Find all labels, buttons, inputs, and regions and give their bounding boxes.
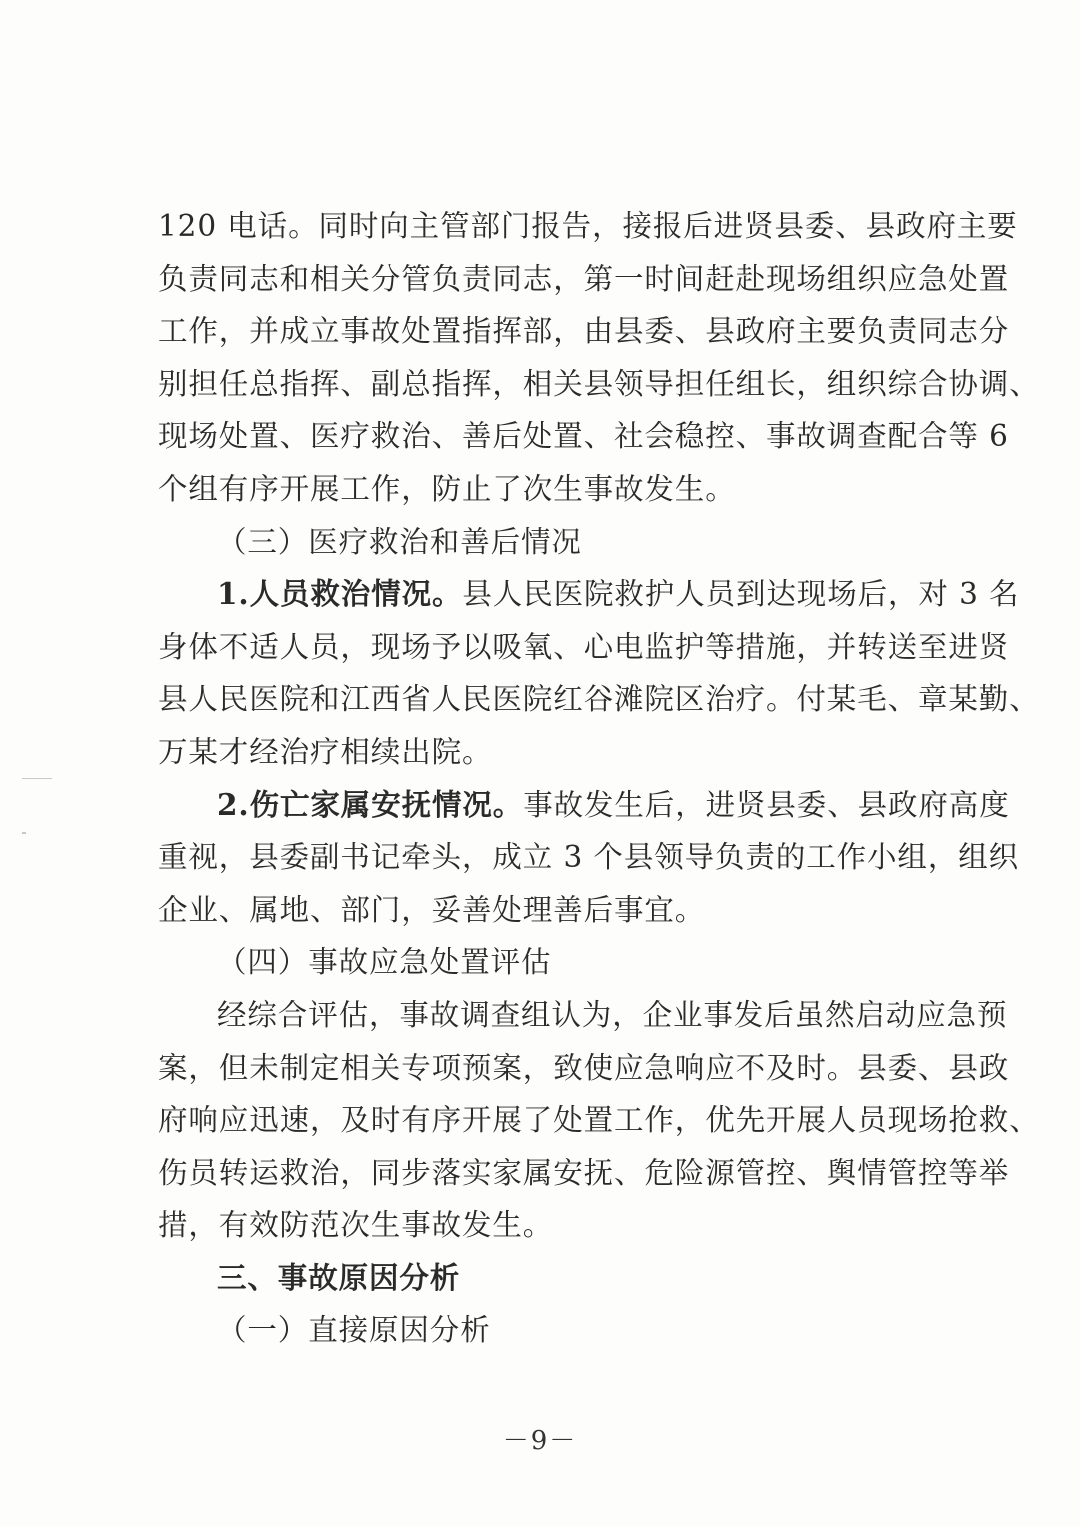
section-heading-emergency-evaluation: （四）事故应急处置评估 (217, 945, 552, 980)
text-line: 重视，县委副书记牵头，成立 3 个县领导负责的工作小组，组织 (158, 840, 1020, 875)
text-line (158, 568, 1020, 621)
scan-speck (22, 778, 52, 779)
paragraph-personnel-treatment (158, 568, 1040, 778)
text-line: 案，但未制定相关专项预案，致使应急响应不及时。县委、县政 (158, 1050, 1010, 1085)
paragraph-emergency-response (158, 200, 1040, 516)
text-line: 措，有效防范次生事故发生。 (158, 1208, 554, 1243)
text-line: 企业、属地、部门，妥善处理善后事宜。 (158, 892, 706, 927)
text-line: 经综合评估，事故调查组认为，企业事发后虽然启动应急预 (217, 997, 1008, 1032)
paragraph-lead: 2.伤亡家属安抚情况。 (217, 786, 524, 822)
text-line: 别担任总指挥、副总指挥，相关县领导担任组长，组织综合协调、 (158, 366, 1040, 401)
scan-speck (22, 832, 26, 834)
text-line (158, 779, 1010, 832)
page-number: －9－ (502, 1426, 578, 1456)
text-line: 个组有序开展工作，防止了次生事故发生。 (158, 471, 736, 506)
lead-rest: 县人民医院救护人员到达现场后，对 3 名 (462, 577, 1020, 612)
text-line: 现场处置、医疗救治、善后处置、社会稳控、事故调查配合等 6 (158, 419, 1009, 454)
paragraph-family-comfort (158, 779, 1020, 937)
section-heading-cause-analysis: 三、事故原因分析 (217, 1259, 461, 1295)
text-line: 府响应迅速，及时有序开展了处置工作，优先开展人员现场抢救、 (158, 1103, 1040, 1138)
text-line: 负责同志和相关分管负责同志，第一时间赶赴现场组织应急处置 (158, 261, 1010, 296)
text-line: 身体不适人员，现场予以吸氧、心电监护等措施，并转送至进贤 (158, 629, 1010, 664)
text-line: 120 电话。同时向主管部门报告，接报后进贤县委、县政府主要 (158, 209, 1018, 243)
text-line: 伤员转运救治，同步落实家属安抚、危险源管控、舆情管控等举 (158, 1155, 1010, 1190)
section-heading-direct-cause: （一）直接原因分析 (217, 1313, 491, 1348)
paragraph-lead: 1.人员救治情况。 (217, 576, 463, 612)
text-line: 工作，并成立事故处置指挥部，由县委、县政府主要负责同志分 (158, 314, 1010, 349)
document-body (158, 200, 1040, 1357)
lead-rest: 事故发生后，进贤县委、县政府高度 (523, 787, 1010, 822)
section-heading-medical-aftercare: （三）医疗救治和善后情况 (217, 524, 582, 559)
paragraph-evaluation (158, 989, 1040, 1252)
text-line: 万某才经治疗相续出院。 (158, 734, 493, 769)
text-line: 县人民医院和江西省人民医院红谷滩院区治疗。付某毛、章某勤、 (158, 682, 1040, 717)
